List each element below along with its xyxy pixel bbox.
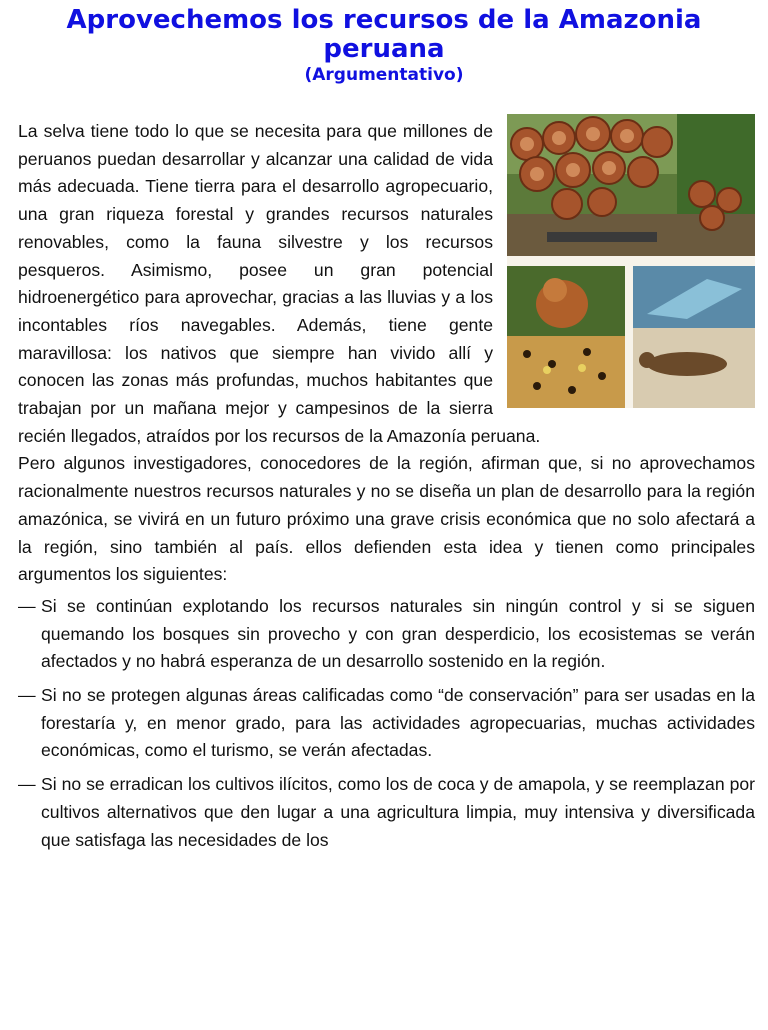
- list-item: [18, 593, 755, 676]
- bullet-dash: —: [18, 774, 36, 795]
- bullet-dash: —: [18, 685, 36, 706]
- argument-list: [18, 593, 755, 854]
- document-body: [18, 118, 755, 860]
- bullet-text: Si no se erradican los cultivos ilícitos, como los de coca y de amapola, y se reemplazan por cultivos alternativos que den lugar a una agricultura limpia, muy intensiva y diversificada que satisfaga las necesidades de los: [41, 774, 755, 850]
- paragraph-1: La selva tiene todo lo que se necesita para que millones de peruanos puedan desarrollar y alcanzar una calidad de vida más adecuada. Tiene tierra para el desarrollo agropecuario, una gran riqueza forestal y grandes recursos naturales renovables, como la fauna silvestre y los recursos pesqueros. Asimismo, posee un gran potencial hidroenergético para aprovechar, gracias a las lluvias y a los incontables ríos navegables. Además, tiene gente maravillosa: los nativos que siempre han vivido allí y conocen las zonas más profundas, muchos habitantes que trabajan por un mañana mejor y campesinos de la sierra recién llegados, atraídos por los recursos de la Amazonía peruana.: [18, 121, 541, 446]
- bullet-dash: —: [18, 595, 36, 616]
- page-subtitle: (Argumentativo): [304, 65, 464, 85]
- bullet-text: Si se continúan explotando los recursos naturales sin ningún control y si se siguen quemando los bosques sin provecho y con gran desperdicio, los ecosistemas se verán afectados y no habrá esperanza de un desarrollo sostenido en la región.: [41, 595, 755, 672]
- paragraph-2: Pero algunos investigadores, conocedores de la región, afirman que, si no aprovechamos racionalmente nuestros recursos naturales y no se diseña un plan de desarrollo para la región amazónica, se vivirá en un futuro próximo una grave crisis económica que no solo afectará a la región, sino también al país. ellos defienden esta idea y tienen como principales argumentos los siguientes:: [18, 453, 755, 585]
- list-item: [18, 682, 755, 765]
- list-item: [18, 771, 755, 854]
- amazon-collage-image: [507, 114, 755, 408]
- bullet-text: Si no se protegen algunas áreas calificadas como “de conservación” para ser usadas en la forestaría y, en menor grado, para las actividades agropecuarias, muchas actividades económicas, como el turismo, se verán afectadas.: [41, 685, 755, 761]
- page-title: Aprovechemos los recursos de la Amazonia peruana: [66, 5, 702, 64]
- document-page: [0, 6, 768, 1030]
- collage-illustration: [507, 114, 755, 408]
